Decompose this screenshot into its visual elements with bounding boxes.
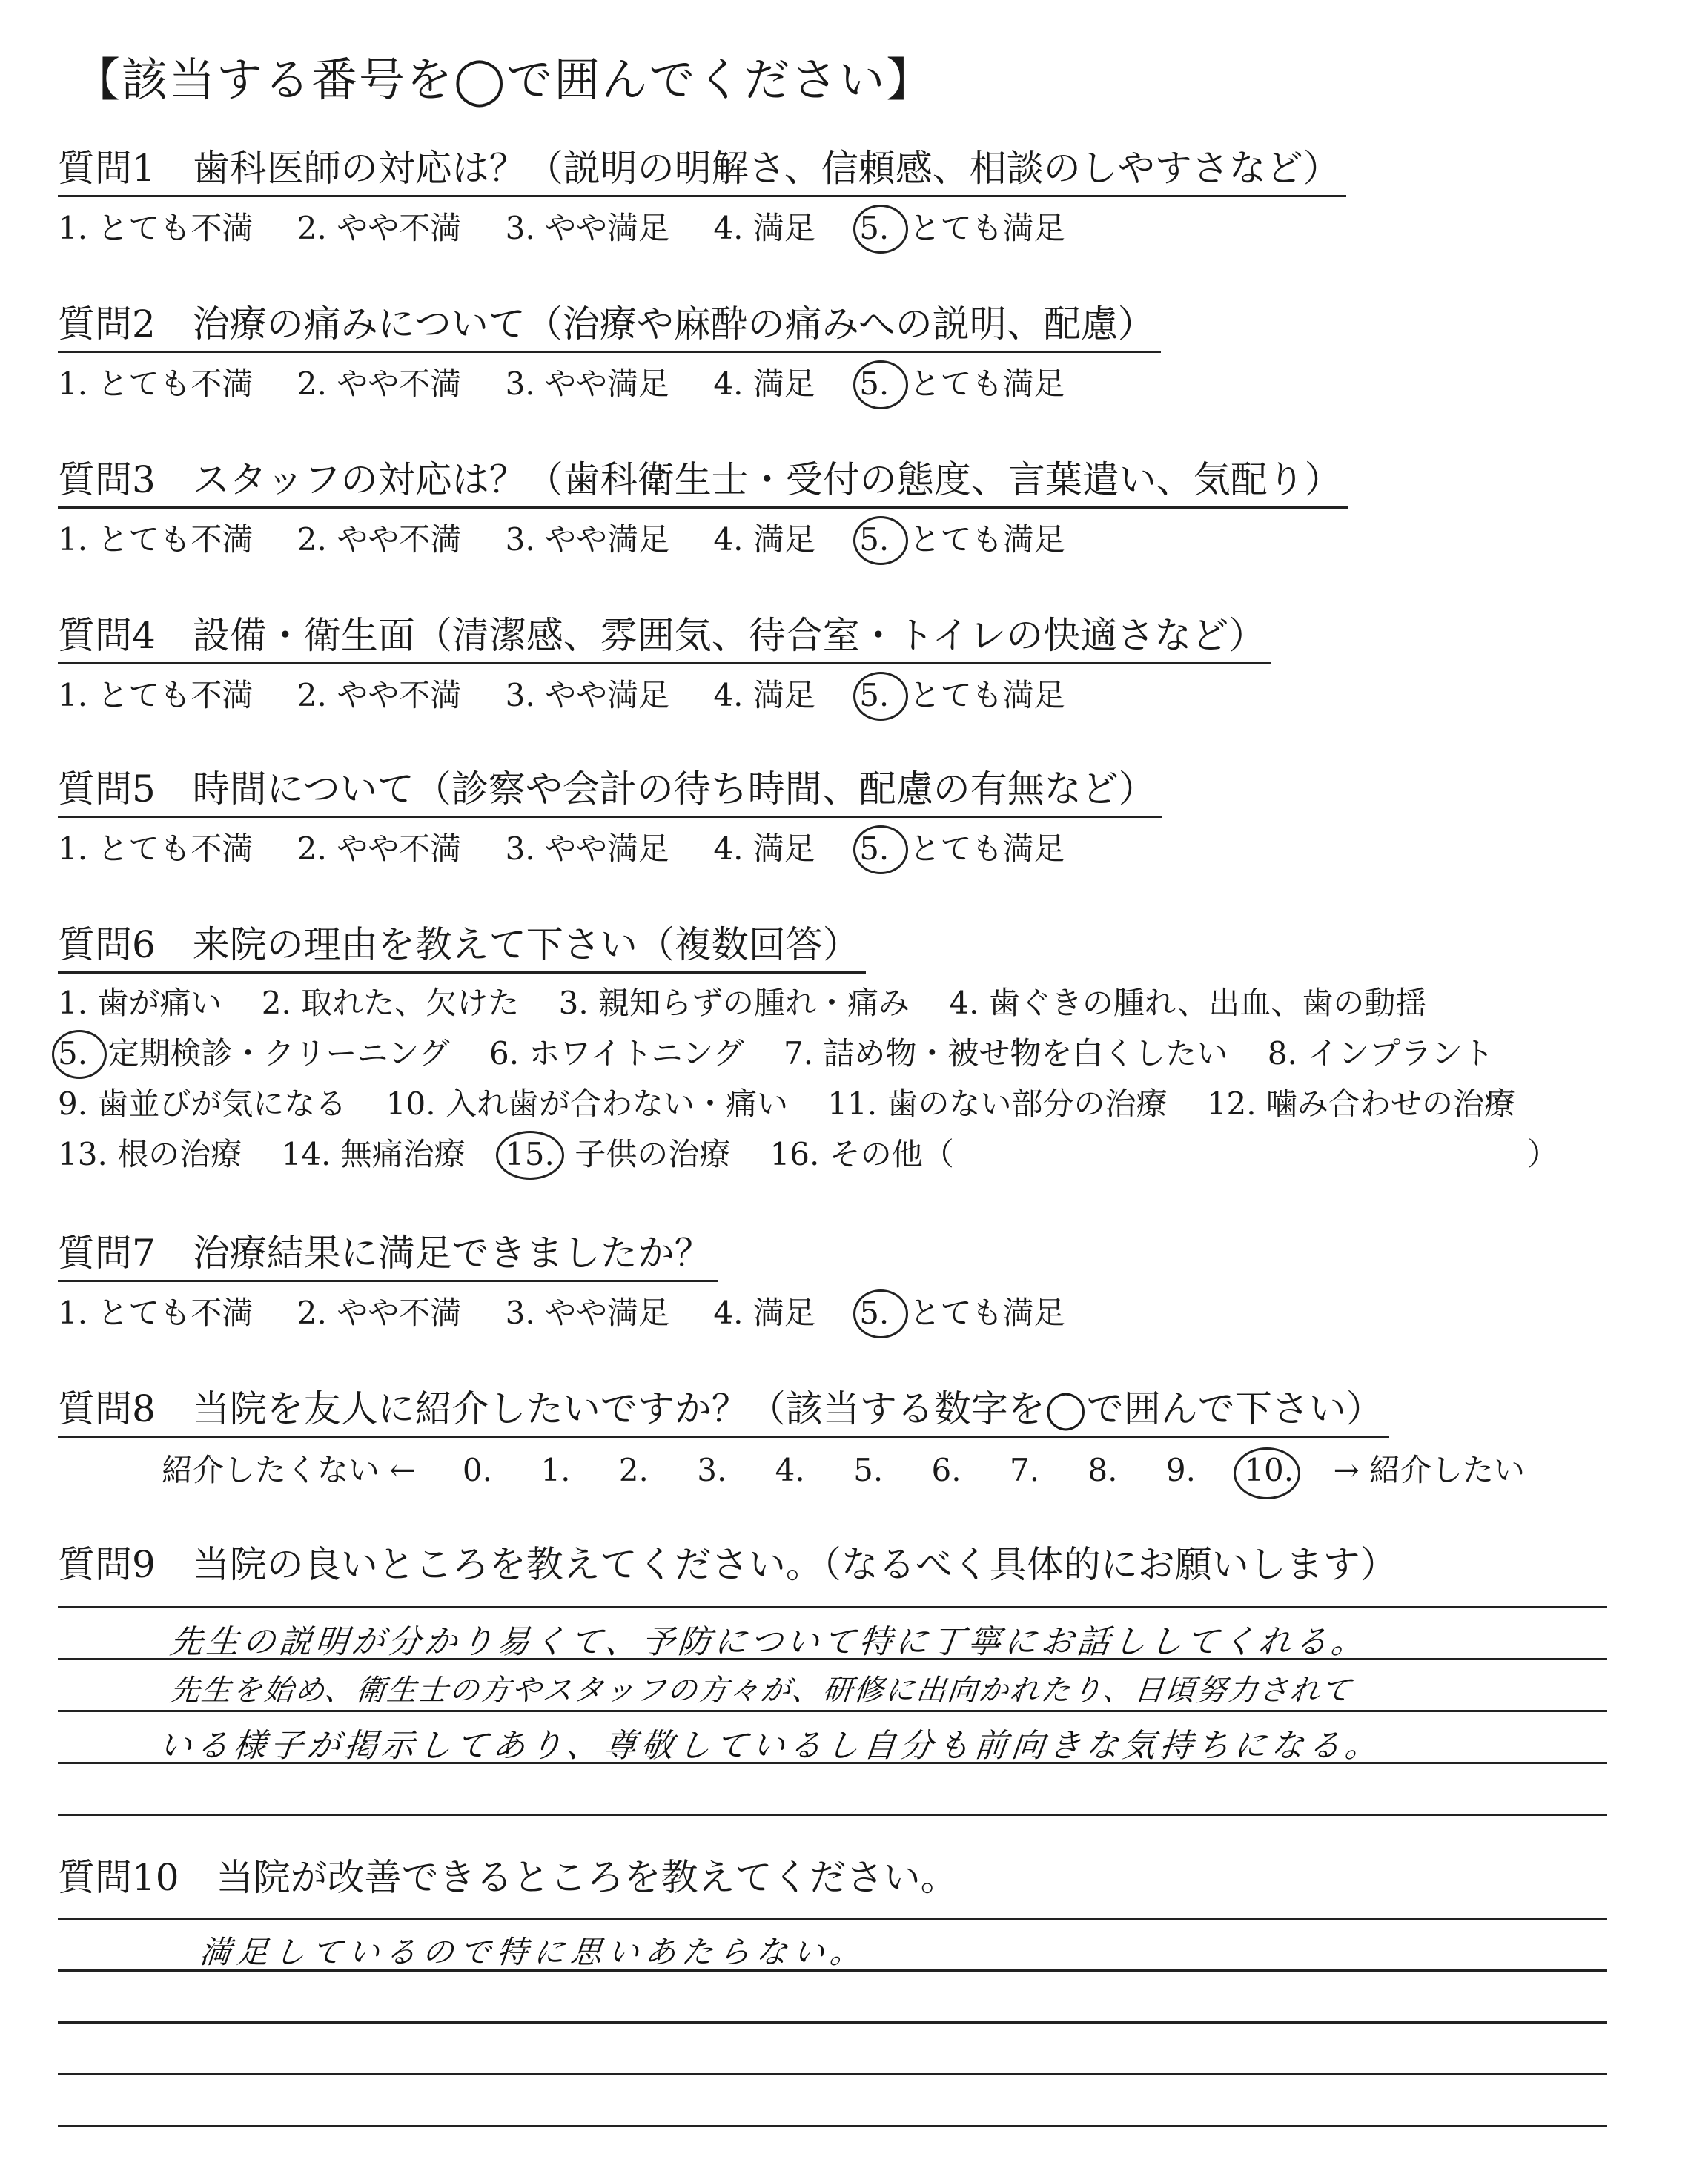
question-title: 質問7 治療結果に満足できましたか？ (58, 1229, 718, 1282)
option-2[interactable]: 2. やや不満 (297, 830, 462, 867)
reason-row-2 (58, 1033, 1558, 1074)
answer-options (58, 519, 1348, 561)
question-title: 質問5 時間について（診察や会計の待ち時間、配慮の有無など） (58, 765, 1162, 818)
scale-option-4[interactable]: 4. (775, 1452, 805, 1488)
option-2[interactable]: 2. やや不満 (297, 366, 462, 402)
scale-option-8[interactable]: 8. (1088, 1452, 1118, 1488)
reason-option[interactable]: 13. 根の治療 (58, 1136, 242, 1172)
reason-option-5-circled[interactable]: 5. (58, 1033, 87, 1074)
answer-options (58, 363, 1161, 405)
option-3[interactable]: 3. やや満足 (505, 366, 670, 402)
reason-option-5-label: 定期検診・クリーニング (107, 1035, 450, 1071)
option-5-circled[interactable]: 5. (859, 363, 889, 405)
reason-option[interactable]: 10. 入れ歯が合わない・痛い (385, 1086, 788, 1122)
option-5-label: とても満足 (909, 1295, 1065, 1331)
question-1 (58, 145, 1346, 249)
reason-option[interactable]: 4. 歯ぐきの腫れ、出血、歯の動揺 (949, 985, 1427, 1021)
option-3[interactable]: 3. やや満足 (505, 830, 670, 867)
option-5-circled[interactable]: 5. (859, 519, 889, 561)
option-4[interactable]: 4. 満足 (713, 1295, 815, 1331)
handwritten-answer-line: 満足しているので特に思いあたらない。 (198, 1934, 870, 1970)
reason-option[interactable]: 9. 歯並びが気になる (58, 1086, 347, 1122)
reason-option[interactable]: 6. ホワイトニング (489, 1035, 744, 1071)
option-3[interactable]: 3. やや満足 (505, 677, 670, 713)
question-4 (58, 612, 1271, 716)
question-title: 質問9 当院の良いところを教えてください。（なるべく具体的にお願いします） (58, 1543, 1397, 1586)
question-title: 質問8 当院を友人に紹介したいですか？（該当する数字を◯で囲んで下さい） (58, 1385, 1389, 1438)
scale-option-1[interactable]: 1. (540, 1452, 571, 1488)
option-5-label: とても満足 (909, 521, 1065, 558)
option-4[interactable]: 4. 満足 (713, 830, 815, 867)
option-4[interactable]: 4. 満足 (713, 366, 815, 402)
question-7 (58, 1229, 1099, 1334)
option-5-label: とても満足 (909, 677, 1065, 713)
question-8 (58, 1385, 1389, 1438)
answer-options (58, 675, 1271, 716)
scale-option-2[interactable]: 2. (618, 1452, 649, 1488)
option-3[interactable]: 3. やや満足 (505, 521, 670, 558)
question-6 (58, 921, 1558, 1175)
scale-right-label: → 紹介したい (1333, 1452, 1525, 1488)
option-1[interactable]: 1. とても不満 (58, 366, 254, 402)
question-10 (58, 1854, 964, 1904)
reason-option[interactable]: 7. 詰め物・被せ物を白くしたい (783, 1035, 1228, 1071)
option-4[interactable]: 4. 満足 (713, 677, 815, 713)
answer-options (58, 1292, 1099, 1334)
option-5-circled[interactable]: 5. (859, 675, 889, 716)
reason-row-1 (58, 982, 1558, 1024)
question-title: 質問3 スタッフの対応は？（歯科衛生士・受付の態度、言葉遣い、気配り） (58, 456, 1348, 509)
question-title: 質問10 当院が改善できるところを教えてください。 (58, 1856, 958, 1899)
question-title: 質問6 来院の理由を教えて下さい（複数回答） (58, 921, 866, 974)
instruction-header: 【該当する番号を◯で囲んでください】 (74, 53, 934, 107)
reason-option[interactable]: 12. 噛み合わせの治療 (1206, 1086, 1515, 1122)
answer-line (58, 1814, 1607, 1816)
scale-option-3[interactable]: 3. (697, 1452, 727, 1488)
reason-option-other[interactable]: 16. その他（ (769, 1136, 954, 1172)
reason-option[interactable]: 14. 無痛治療 (281, 1136, 466, 1172)
answer-line (58, 2021, 1607, 2024)
other-close-paren: ） (1527, 1136, 1559, 1172)
answer-options (58, 828, 1162, 870)
reason-option-15-label: 子供の治療 (575, 1136, 731, 1172)
option-5-label: とても満足 (909, 366, 1065, 402)
scale-option-10-circled[interactable]: 10. (1244, 1452, 1294, 1488)
option-4[interactable]: 4. 満足 (713, 521, 815, 558)
scale-option-9[interactable]: 9. (1165, 1452, 1196, 1488)
option-2[interactable]: 2. やや不満 (297, 521, 462, 558)
reason-row-3 (58, 1083, 1558, 1125)
option-1[interactable]: 1. とても不満 (58, 677, 254, 713)
option-5-label: とても満足 (909, 210, 1065, 246)
answer-line (58, 2125, 1607, 2127)
reason-option[interactable]: 11. 歯のない部分の治療 (827, 1086, 1168, 1122)
scale-option-5[interactable]: 5. (853, 1452, 884, 1488)
reason-option[interactable]: 1. 歯が痛い (58, 985, 222, 1021)
question-2 (58, 300, 1161, 405)
question-3 (58, 456, 1348, 561)
handwritten-answer-line: いる様子が掲示してあり、尊敬しているし自分も前向きな気持ちになる。 (156, 1727, 1385, 1765)
option-1[interactable]: 1. とても不満 (58, 830, 254, 867)
option-4[interactable]: 4. 満足 (713, 210, 815, 246)
question-9 (58, 1541, 1403, 1591)
reason-option[interactable]: 3. 親知らずの腫れ・痛み (558, 985, 910, 1021)
option-3[interactable]: 3. やや満足 (505, 1295, 670, 1331)
reason-row-4 (58, 1134, 1558, 1175)
reason-option[interactable]: 8. インプラント (1267, 1035, 1494, 1071)
handwritten-answer-line: 先生を始め、衛生士の方やスタッフの方々が、研修に出向かれたり、日頃努力されて (168, 1674, 1354, 1708)
scale-left-label: 紹介したくない ← (162, 1452, 416, 1488)
option-5-circled[interactable]: 5. (859, 208, 889, 249)
option-3[interactable]: 3. やや満足 (505, 210, 670, 246)
handwritten-answer-line: 先生の説明が分かり易くて、予防について特に丁寧にお話ししてくれる。 (168, 1623, 1370, 1661)
option-5-label: とても満足 (909, 830, 1065, 867)
scale-option-6[interactable]: 6. (931, 1452, 961, 1488)
answer-line (58, 1710, 1607, 1712)
option-1[interactable]: 1. とても不満 (58, 521, 254, 558)
scale-option-7[interactable]: 7. (1009, 1452, 1040, 1488)
option-2[interactable]: 2. やや不満 (297, 210, 462, 246)
answer-line (58, 1606, 1607, 1608)
option-2[interactable]: 2. やや不満 (297, 677, 462, 713)
scale-option-0[interactable]: 0. (462, 1452, 492, 1488)
answer-line (58, 2073, 1607, 2075)
question-5 (58, 765, 1162, 870)
reason-option-15-circled[interactable]: 15. (505, 1134, 555, 1175)
recommend-scale (162, 1446, 1525, 1490)
option-5-circled[interactable]: 5. (859, 828, 889, 870)
option-5-circled[interactable]: 5. (859, 1292, 889, 1334)
question-title: 質問4 設備・衛生面（清潔感、雰囲気、待合室・トイレの快適さなど） (58, 612, 1271, 664)
reason-option[interactable]: 2. 取れた、欠けた (261, 985, 520, 1021)
answer-options (58, 208, 1346, 249)
option-2[interactable]: 2. やや不満 (297, 1295, 462, 1331)
option-1[interactable]: 1. とても不満 (58, 210, 254, 246)
question-title: 質問2 治療の痛みについて（治療や麻酔の痛みへの説明、配慮） (58, 300, 1161, 353)
option-1[interactable]: 1. とても不満 (58, 1295, 254, 1331)
answer-line (58, 1918, 1607, 1920)
question-title: 質問1 歯科医師の対応は？（説明の明解さ、信頼感、相談のしやすさなど） (58, 145, 1346, 197)
